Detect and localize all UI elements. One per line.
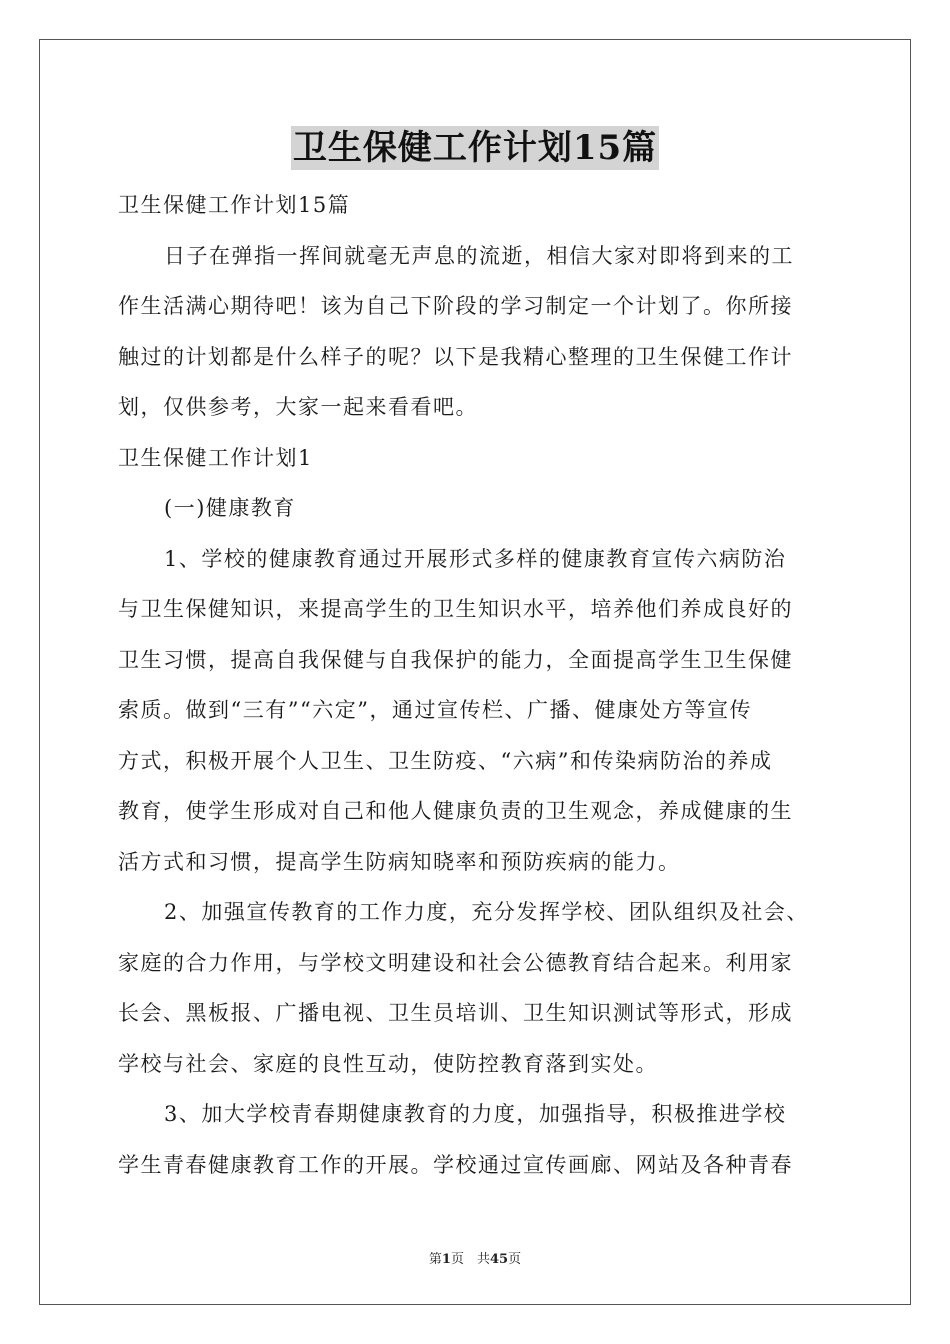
text-line: 活方式和习惯，提高学生防病知晓率和预防疾病的能力。 (118, 849, 681, 874)
text-line: 长会、黑板报、广播电视、卫生员培训、卫生知识测试等形式，形成 (118, 1001, 793, 1025)
page-title: 卫生保健工作计划15篇 (292, 128, 658, 168)
total-page-count: 45 (489, 1252, 509, 1267)
text-line: 2、加强宣传教育的工作力度，充分发挥学校、团队组织及社会、 (164, 900, 809, 924)
text-line: 日子在弹指一挥间就毫无声息的流逝，相信大家对即将到来的工 (164, 243, 794, 268)
section-heading: 卫生保健工作计划1 (118, 445, 313, 470)
text-line: 与卫生保健知识，来提高学生的卫生知识水平，培养他们养成良好的 (118, 597, 793, 621)
text-line: 作生活满心期待吧！该为自己下阶段的学习制定一个计划了。你所接 (118, 294, 793, 318)
subsection-heading: (一)健康教育 (164, 496, 296, 520)
current-page-number: 1 (441, 1252, 451, 1267)
document-body (118, 180, 840, 1190)
text-line: 卫生习惯，提高自我保健与自我保护的能力，全面提高学生卫生保健 (118, 647, 793, 672)
text-line: 教育，使学生形成对自己和他人健康负责的卫生观念，养成健康的生 (118, 799, 793, 823)
text-line: 3、加大学校青春期健康教育的力度，加强指导，积极推进学校 (164, 1102, 787, 1126)
footer-suffix: 页 (508, 1252, 522, 1267)
footer-prefix: 第 (428, 1252, 442, 1267)
text-line: 索质。做到“三有”“六定”，通过宣传栏、广播、健康处方等宣传 (118, 698, 752, 722)
text-line: 方式，积极开展个人卫生、卫生防疫、“六病”和传染病防治的养成 (118, 748, 773, 773)
title-wrap (0, 126, 950, 170)
footer-middle: 页 共 (450, 1252, 490, 1267)
text-line: 家庭的合力作用，与学校文明建设和社会公德教育结合起来。利用家 (118, 950, 793, 975)
page-footer (0, 1248, 950, 1267)
text-line: 触过的计划都是什么样子的呢？以下是我精心整理的卫生保健工作计 (118, 344, 793, 369)
text-line: 划，仅供参考，大家一起来看看吧。 (118, 395, 478, 419)
text-line: 学生青春健康教育工作的开展。学校通过宣传画廊、网站及各种青春 (118, 1152, 793, 1177)
text-line: 1、学校的健康教育通过开展形式多样的健康教育宣传六病防治 (164, 546, 787, 571)
text-line: 学校与社会、家庭的良性互动，使防控教育落到实处。 (118, 1051, 658, 1076)
text-line: 卫生保健工作计划15篇 (118, 193, 351, 217)
